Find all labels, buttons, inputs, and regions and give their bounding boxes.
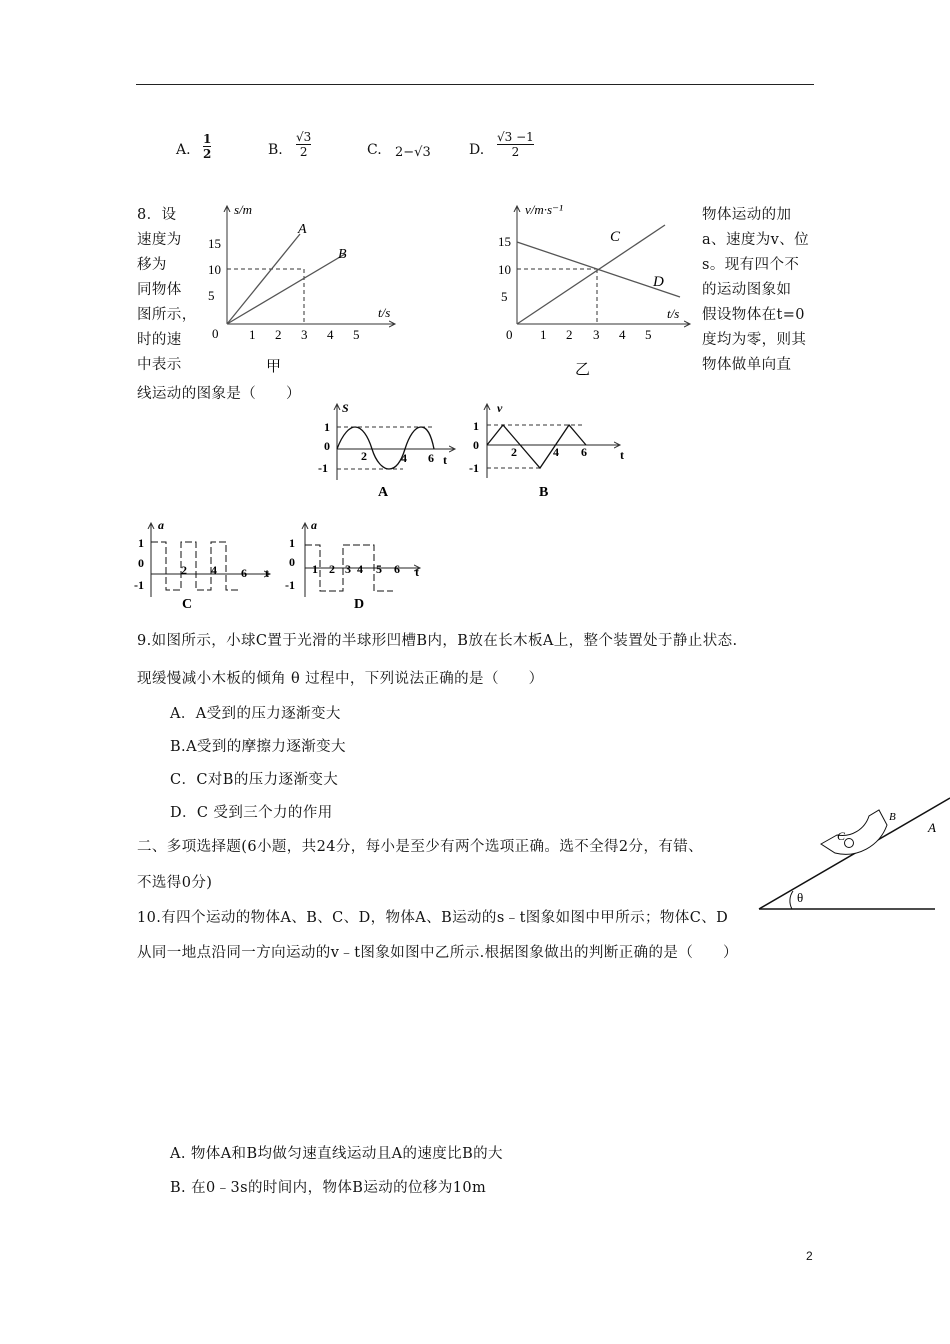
c-xtick-2: 2 [181,563,187,577]
angle-theta: θ [797,890,804,905]
q8-stem-tail: 线运动的图象是（ ） [137,386,301,402]
ball-c [845,839,854,848]
yi-ytick-15: 15 [498,234,511,249]
option-graph-b [465,398,635,503]
d-ytick-neg1: -1 [285,578,295,592]
yi-ytick-10: 10 [498,262,511,277]
graph-yi [495,194,695,380]
groove-b [821,810,887,854]
q9-option-d: D．C 受到三个力的作用 [170,805,333,821]
b-xtick-6: 6 [581,445,587,459]
c-ytick-1: 1 [138,536,144,550]
jia-origin: 0 [212,326,219,341]
jia-xtick-3: 3 [301,327,308,342]
q9-stem-1: 9.如图所示，小球C置于光滑的半球形凹槽B内，B放在长木板A上，整个装置处于静止状态. [137,633,738,649]
q10-option-a: A. 物体A和B均做匀速直线运动且A的速度比B的大 [170,1146,503,1162]
c-xtick-4: 4 [211,563,217,577]
a-ytick-neg1: -1 [318,461,328,475]
b-xtick-4: 4 [553,445,559,459]
jia-label-b: B [338,247,347,262]
option-c-value: 2−√3 [395,145,431,160]
b-xtick-2: 2 [511,445,517,459]
d-xtick-3: 3 [345,562,351,576]
option-graph-a [310,398,460,503]
page-number: 2 [806,1249,813,1263]
jia-xtick-1: 1 [249,327,256,342]
jia-ytick-5: 5 [208,288,215,303]
a-ytick-0: 0 [324,439,330,453]
c-caption: C [182,597,193,612]
yi-line-c [517,225,665,324]
q9-option-c: C．C对B的压力逐渐变大 [170,772,339,788]
q10-stem-1: 10.有四个运动的物体A、B、C、D，物体A、B运动的s﹣t图象如图中甲所示；物体C、D [137,910,729,926]
yi-xtick-4: 4 [619,327,626,342]
option-d-fraction: √3 −1 2 [497,130,534,159]
d-x-label: t [415,565,419,579]
a-x-label: t [443,453,447,467]
a-ytick-1: 1 [324,420,330,434]
c-wave [151,542,241,590]
option-d-label: D. [469,142,485,158]
label-b: B [889,811,896,823]
jia-caption: 甲 [266,359,282,375]
a-curve [337,427,434,469]
a-xtick-2: 2 [361,449,367,463]
header-rule [136,84,814,85]
a-xtick-6: 6 [428,451,434,465]
c-ytick-0: 0 [138,556,144,570]
d-xtick-2: 2 [329,562,335,576]
c-y-label: a [158,518,164,532]
option-c-label: C. [367,142,382,158]
c-ytick-neg1: -1 [134,578,144,592]
option-a-label: A. [176,142,191,158]
d-xtick-6: 6 [394,562,400,576]
section2-line-2: 不选得0分) [137,875,213,891]
b-ytick-1: 1 [473,419,479,433]
option-a-fraction: 1 2 [203,132,212,161]
jia-xtick-4: 4 [327,327,334,342]
d-xtick-5: 5 [376,562,382,576]
q9-stem-2: 现缓慢减小木板的倾角 θ 过程中，下列说法正确的是（ ） [137,671,544,687]
jia-xtick-2: 2 [275,327,282,342]
option-graph-d [283,515,433,615]
d-ytick-0: 0 [289,555,295,569]
section2-line-1: 二、多项选择题(6小题，共24分，每小是至少有两个选项正确。选不全得2分，有错、 [137,839,704,855]
a-xtick-4: 4 [401,451,407,465]
b-caption: B [539,485,549,500]
yi-ytick-5: 5 [501,289,508,304]
jia-line-b [227,254,345,324]
yi-xtick-2: 2 [566,327,573,342]
label-c: C [837,829,846,843]
yi-xtick-1: 1 [540,327,547,342]
b-curve [487,425,586,468]
d-ytick-1: 1 [289,536,295,550]
q8-right-text: 物体运动的加 a、速度为v、位 s。现有四个不 的运动图象如 假设物体在t=0 度均为零，则其 物体做单向直 [702,207,810,373]
d-xtick-1: 1 [312,562,318,576]
d-xtick-4: 4 [357,562,363,576]
a-caption: A [378,485,389,500]
option-b-fraction: √3 2 [296,130,312,159]
q9-incline-figure [755,790,950,915]
q10-option-b: B. 在0﹣3s的时间内，物体B运动的位移为10m [170,1180,487,1196]
yi-caption: 乙 [575,362,591,378]
yi-label-c: C [610,229,621,245]
jia-line-a [227,234,300,324]
label-a: A [928,820,936,835]
angle-arc [790,891,793,909]
b-y-label: v [497,401,503,415]
a-y-label: S [342,401,349,415]
b-ytick-neg1: -1 [469,461,479,475]
yi-origin: 0 [506,327,513,342]
b-ytick-0: 0 [473,438,479,452]
jia-x-label: t/s [378,305,391,320]
yi-xtick-5: 5 [645,327,652,342]
yi-label-d: D [653,274,664,290]
q10-stem-2: 从同一地点沿同一方向运动的v﹣t图象如图中乙所示.根据图象做出的判断正确的是（ ） [137,945,738,961]
jia-y-label: s/m [234,202,253,217]
option-graph-c [130,515,280,615]
d-caption: D [354,597,365,612]
yi-x-label: t/s [667,306,680,321]
q9-option-a: A．A受到的压力逐渐变大 [170,706,341,722]
c-xtick-6: 6 [241,566,247,580]
yi-xtick-3: 3 [593,327,600,342]
b-x-label: t [620,448,624,462]
c-x-label: t [265,566,269,580]
jia-ytick-15: 15 [208,236,221,251]
jia-xtick-5: 5 [353,327,360,342]
option-b-label: B. [268,142,283,158]
d-y-label: a [311,518,317,532]
jia-ytick-10: 10 [208,262,221,277]
q9-option-b: B.A受到的摩擦力逐渐变大 [170,739,346,755]
yi-y-label: v/m·s⁻¹ [525,202,563,217]
jia-label-a: A [298,222,307,237]
graph-jia [200,196,400,380]
q8-left-text: 8．设 速度为 移为 同物体 图所示， 时的速 中表示 [137,207,197,373]
